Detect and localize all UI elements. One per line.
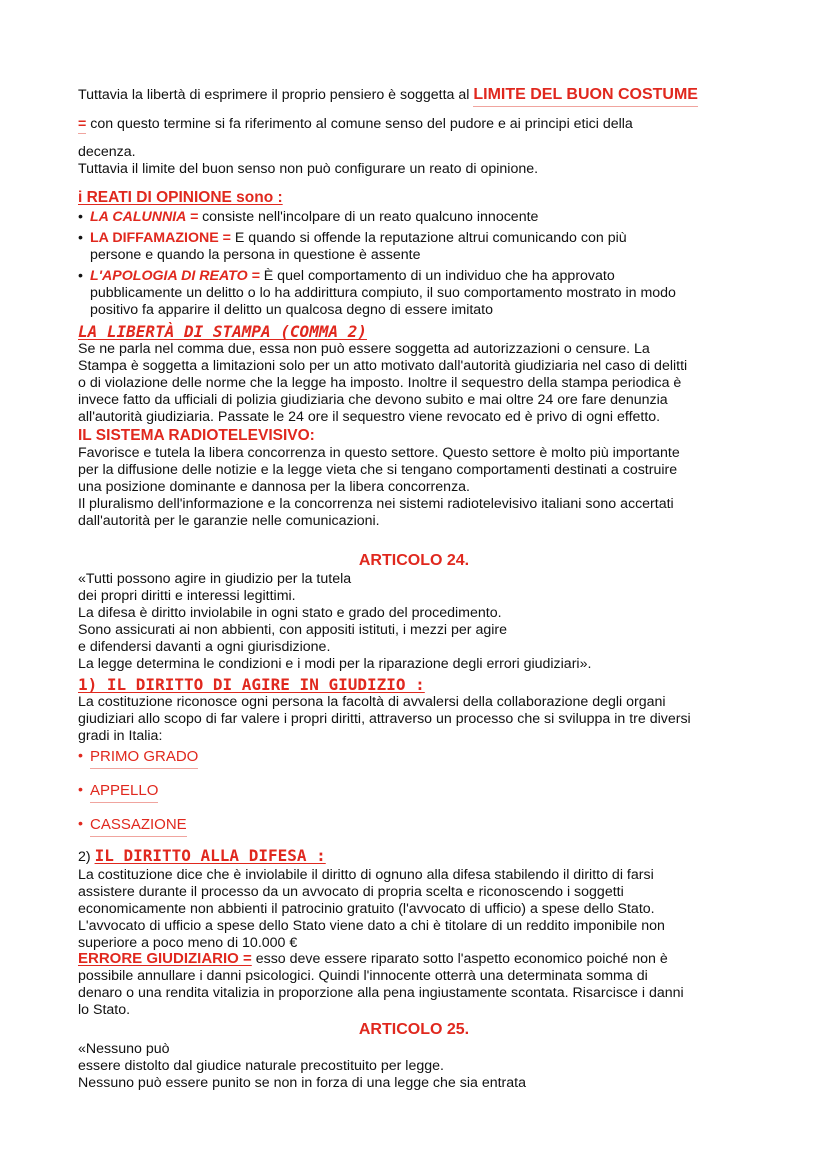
difesa-section — [78, 846, 758, 952]
grado-item: • PRIMO GRADO — [78, 748, 758, 782]
stampa-line: Se ne parla nel comma due, essa non può essere soggetta ad autorizzazioni o censure. La — [78, 341, 650, 357]
reato-text: pubblicamente un delitto o lo ha addirittura compiuto, il suo comportamento mostrato in modo — [90, 285, 676, 301]
reato-text: positivo fa apparire il delitto un qualcosa degno di essere imitato — [90, 302, 494, 318]
radio-line: dall'autorità per le garanzie nelle comunicazioni. — [78, 513, 380, 529]
radio-line: Favorisce e tutela la libera concorrenza in questo settore. Questo settore è molto più importante — [78, 445, 680, 461]
buon-senso-line: Tuttavia il limite del buon senso non può configurare un reato di opinione. — [78, 161, 539, 177]
definition-line-2: decenza. — [78, 144, 136, 160]
grado-label: CASSAZIONE — [90, 816, 187, 837]
intro-text: Tuttavia la libertà di esprimere il proprio pensiero è soggetta al — [78, 87, 474, 103]
article-25-text — [78, 1041, 758, 1092]
grado-item: • APPELLO — [78, 782, 758, 816]
reati-heading: i REATI DI OPINIONE sono : — [78, 189, 283, 206]
reato-term: LA CALUNNIA = — [90, 209, 199, 225]
errore-line: lo Stato. — [78, 1002, 131, 1018]
errore-term: ERRORE GIUDIZIARIO = — [78, 950, 252, 967]
agire-line: giudiziari allo scopo di far valere i propri diritti, attraverso un processo che si sviluppa in tre diversi — [78, 711, 691, 727]
reati-section — [78, 188, 758, 319]
article-line: Nessuno può essere punito se non in forza di una legge che sia entrata — [78, 1075, 526, 1091]
reato-text: E quando si offende la reputazione altrui comunicando con più — [230, 230, 627, 246]
grado-label: PRIMO GRADO — [90, 748, 198, 769]
radio-section — [78, 426, 758, 530]
stampa-line: all'autorità giudiziaria. Passate le 24 ore il sequestro viene revocato ed è privo di ogni effetto. — [78, 409, 661, 425]
stampa-line: invece fatto da ufficiali di polizia giudiziaria che devono subito e mai oltre 24 ore fare denunzia — [78, 392, 668, 408]
article-line: La difesa è diritto inviolabile in ogni stato e grado del procedimento. — [78, 605, 502, 621]
difesa-line: assistere durante il processo da un avvocato di propria scelta e riconoscendo i soggetti — [78, 884, 624, 900]
radio-heading: IL SISTEMA RADIOTELEVISIVO: — [78, 427, 315, 444]
radio-line: Il pluralismo dell'informazione e la concorrenza nei sistemi radiotelevisivo italiani sono accertati — [78, 496, 674, 512]
errore-line: esso deve essere riparato sotto l'aspetto economico poiché non è — [251, 951, 668, 967]
difesa-number: 2) — [78, 849, 95, 865]
errore-section — [78, 950, 758, 1019]
agire-heading: 1) IL DIRITTO DI AGIRE IN GIUDIZIO : — [78, 675, 425, 694]
equals-sign: = — [78, 116, 87, 132]
stampa-heading: LA LIBERTÀ DI STAMPA (COMMA 2) — [78, 322, 367, 341]
definition-line-1: con questo termine si fa riferimento al comune senso del pudore e ai principi etici della — [86, 116, 633, 132]
article-24-title: ARTICOLO 24. — [358, 552, 470, 569]
article-line: La legge determina le condizioni e i modi per la riparazione degli errori giudiziari». — [78, 656, 592, 672]
reato-text: persone e quando la persona in questione è assente — [90, 247, 421, 263]
agire-line: gradi in Italia: — [78, 728, 163, 744]
difesa-heading: IL DIRITTO ALLA DIFESA : — [94, 846, 326, 865]
radio-line: per la diffusione delle notizie e la legge vieta che si tengano comportamenti destinati a costruire — [78, 462, 678, 478]
reato-text: consiste nell'incolpare di un reato qualcuno innocente — [198, 209, 539, 225]
agire-line: La costituzione riconosce ogni persona la facoltà di avvalersi della collaborazione degli organi — [78, 694, 666, 710]
buon-costume-paragraph — [78, 84, 758, 178]
errore-line: possibile annullare i danni psicologici. Quindi l'innocente otterrà una determinata somma di — [78, 968, 648, 984]
difesa-line: L'avvocato di ufficio a spese dello Stato viene dato a chi è titolare di un reddito imponibile non — [78, 918, 665, 934]
article-line: essere distolto dal giudice naturale precostituito per legge. — [78, 1058, 444, 1074]
errore-line: denaro o una rendita vitalizia in proporzione alla pena ingiustamente scontata. Risarcisce i danni — [78, 985, 684, 1001]
article-25-title: ARTICOLO 25. — [358, 1021, 470, 1038]
stampa-line: o di violazione delle norme che la legge ha imposto. Inoltre il sequestro della stampa periodica è — [78, 375, 682, 391]
reato-item-diffamazione: • LA DIFFAMAZIONE = E quando si offende la reputazione altrui comunicando con più persone e quando la persona in questione è assente — [78, 230, 758, 264]
stampa-section — [78, 322, 758, 426]
article-line: dei propri diritti e interessi legittimi. — [78, 588, 296, 604]
agire-section — [78, 675, 758, 745]
reato-item-apologia: • L'APOLOGIA DI REATO = È quel comportamento di un individuo che ha approvato pubblicamente un delitto o lo ha addirittura compiuto, il suo comportamento mostrato in modo positivo fa apparire il delitto un qualcosa degno di essere imitato — [78, 268, 758, 319]
reato-term: L'APOLOGIA DI REATO = — [90, 268, 260, 284]
article-line: «Nessuno può — [78, 1041, 170, 1057]
reato-term: LA DIFFAMAZIONE = — [90, 230, 231, 246]
gradi-list — [78, 748, 758, 850]
difesa-line: superiore a poco meno di 10.000 € — [78, 935, 298, 951]
grado-label: APPELLO — [90, 782, 158, 803]
limit-term: LIMITE DEL BUON COSTUME — [473, 86, 698, 107]
grado-item: • CASSAZIONE — [78, 816, 758, 850]
article-24-text — [78, 571, 758, 673]
reato-item-calunnia: • LA CALUNNIA = consiste nell'incolpare di un reato qualcuno innocente — [78, 209, 539, 225]
difesa-line: economicamente non abbienti il patrocinio gratuito (l'avvocato di ufficio) a spese dello Stato. — [78, 901, 655, 917]
difesa-line: La costituzione dice che è inviolabile il diritto di ognuno alla difesa stabilendo il diritto di farsi — [78, 867, 654, 883]
radio-line: una posizione dominante e dannosa per la libera concorrenza. — [78, 479, 470, 495]
article-line: e difendersi davanti a ogni giurisdizione. — [78, 639, 331, 655]
article-line: «Tutti possono agire in giudizio per la tutela — [78, 571, 352, 587]
stampa-line: Stampa è soggetta a limitazioni solo per un atto motivato dall'autorità giudiziaria nel caso di delitti — [78, 358, 688, 374]
article-line: Sono assicurati ai non abbienti, con appositi istituti, i mezzi per agire — [78, 622, 508, 638]
reato-text: È quel comportamento di un individuo che ha approvato — [259, 268, 615, 284]
